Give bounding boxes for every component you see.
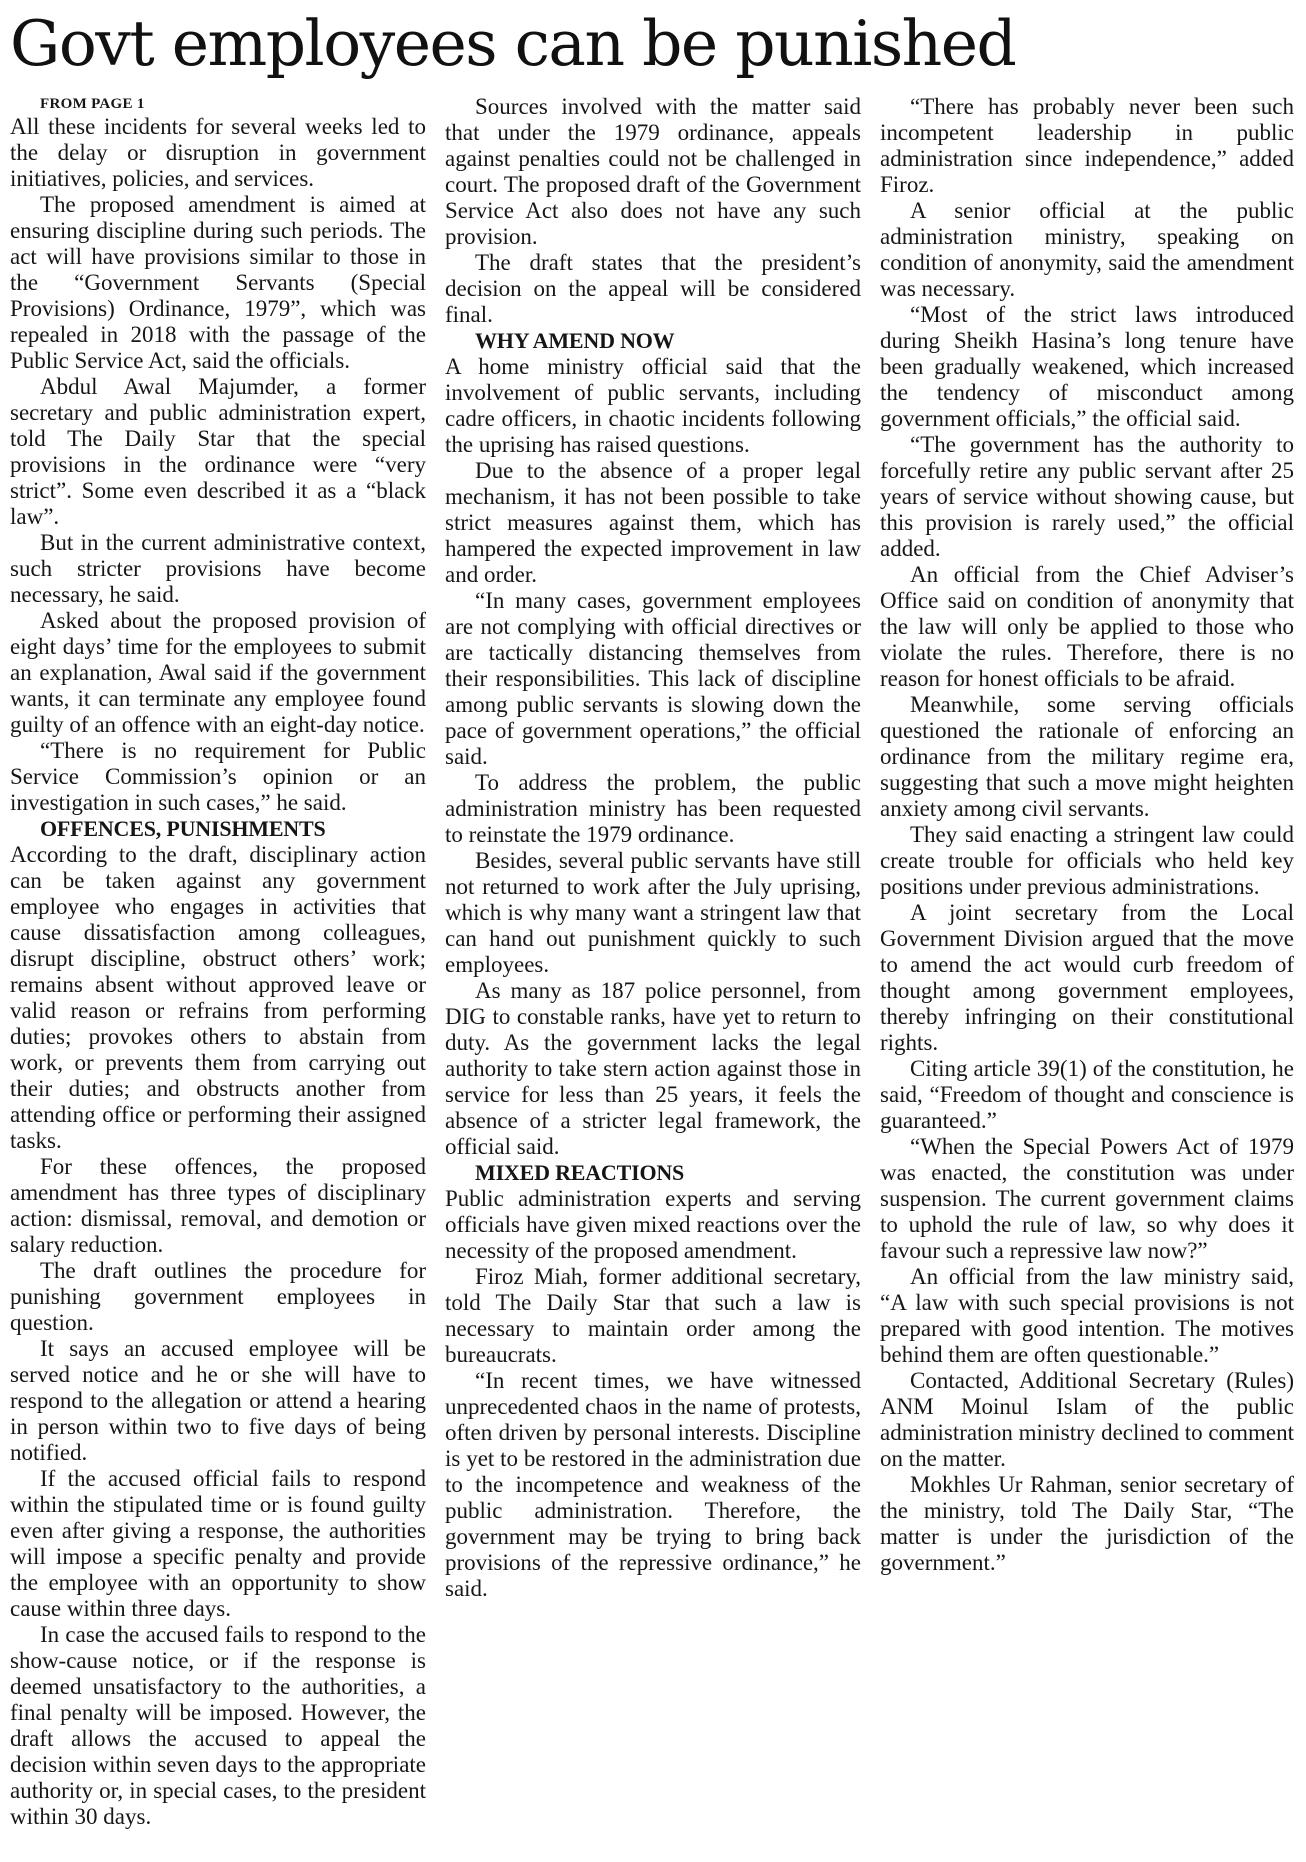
paragraph: Sources involved with the matter said that under the 1979 ordinance, appeals against penalties could not be challenged in court. The proposed draft of the Government Service Act also does not have any such provision.: [445, 94, 861, 249]
paragraph: A joint secretary from the Local Government Division argued that the move to amend the act would curb freedom of thought among government employees, thereby infringing on their constitutional rights.: [880, 900, 1294, 1055]
column-1: [10, 94, 426, 1860]
paragraph: “There has probably never been such incompetent leadership in public administration since independence,” added Firoz.: [880, 94, 1294, 197]
paragraph: “In recent times, we have witnessed unprecedented chaos in the name of protests, often driven by personal interests. Discipline is yet to be restored in the administration due to the incompetence and weakness of the public administration. Therefore, the government may be trying to bring back provisions of the repressive ordinance,” he said.: [445, 1368, 861, 1601]
paragraph: For these offences, the proposed amendment has three types of disciplinary action: dismissal, removal, and demotion or salary reduction.: [10, 1154, 426, 1257]
column-2: [445, 94, 861, 1860]
paragraph: Due to the absence of a proper legal mechanism, it has not been possible to take strict measures against them, which has hampered the expected improvement in law and order.: [445, 458, 861, 587]
paragraph: Besides, several public servants have still not returned to work after the July uprising, which is why many want a stringent law that can hand out punishment quickly to such employees.: [445, 848, 861, 977]
paragraph: A senior official at the public administration ministry, speaking on condition of anonymity, said the amendment was necessary.: [880, 198, 1294, 301]
paragraph: “When the Special Powers Act of 1979 was enacted, the constitution was under suspension. The current government claims to uphold the rule of law, so why does it favour such a repressive law now?”: [880, 1134, 1294, 1263]
paragraph: To address the problem, the public administration ministry has been requested to reinstate the 1979 ordinance.: [445, 770, 861, 847]
paragraph: The draft states that the president’s decision on the appeal will be considered final.: [445, 250, 861, 327]
paragraph: Asked about the proposed provision of eight days’ time for the employees to submit an explanation, Awal said if the government wants, it can terminate any employee found guilty of an offence with an eight-day notice.: [10, 608, 426, 737]
paragraph: Firoz Miah, former additional secretary, told The Daily Star that such a law is necessary to maintain order among the bureaucrats.: [445, 1264, 861, 1367]
paragraph: “There is no requirement for Public Service Commission’s opinion or an investigation in such cases,” he said.: [10, 738, 426, 815]
paragraph: An official from the law ministry said, “A law with such special provisions is not prepared with good intention. The motives behind them are often questionable.”: [880, 1264, 1294, 1367]
paragraph: Citing article 39(1) of the constitution, he said, “Freedom of thought and conscience is guaranteed.”: [880, 1056, 1294, 1133]
paragraph: Meanwhile, some serving officials questioned the rationale of enforcing an ordinance from the military regime era, suggesting that such a move might heighten anxiety among civil servants.: [880, 692, 1294, 821]
subhead-why-amend-now: WHY AMEND NOW: [475, 328, 675, 353]
paragraph: A home ministry official said that the involvement of public servants, including cadre officers, in chaotic incidents following the uprising has raised questions.: [445, 354, 861, 457]
paragraph: According to the draft, disciplinary action can be taken against any government employee who engages in activities that cause dissatisfaction among colleagues, disrupt discipline, obstruct others’ work; remains absent without approved leave or valid reason or refrains from performing duties; provokes others to abstain from work, or prevents them from carrying out their duties; and obstructs another from attending office or performing their assigned tasks.: [10, 842, 426, 1153]
paragraph: All these incidents for several weeks led to the delay or disruption in government initiatives, policies, and services.: [10, 114, 426, 191]
paragraph: They said enacting a stringent law could create trouble for officials who held key positions under previous administrations.: [880, 822, 1294, 899]
paragraph: It says an accused employee will be served notice and he or she will have to respond to the allegation or attend a hearing in person within two to five days of being notified.: [10, 1336, 426, 1465]
kicker: FROM PAGE 1: [40, 96, 145, 112]
paragraph: Contacted, Additional Secretary (Rules) ANM Moinul Islam of the public administration ministry declined to comment on the matter.: [880, 1368, 1294, 1471]
paragraph: As many as 187 police personnel, from DIG to constable ranks, have yet to return to duty. As the government lacks the legal authority to take stern action against those in service for less than 25 years, it feels the absence of a stricter legal framework, the official said.: [445, 978, 861, 1159]
paragraph: If the accused official fails to respond within the stipulated time or is found guilty even after giving a response, the authorities will impose a specific penalty and provide the employee with an opportunity to show cause within three days.: [10, 1466, 426, 1621]
headline: Govt employees can be punished: [10, 7, 1016, 80]
paragraph: Mokhles Ur Rahman, senior secretary of the ministry, told The Daily Star, “The matter is under the jurisdiction of the government.”: [880, 1472, 1294, 1575]
paragraph: But in the current administrative context, such stricter provisions have become necessary, he said.: [10, 530, 426, 607]
paragraph: The draft outlines the procedure for punishing government employees in question.: [10, 1258, 426, 1335]
paragraph: “Most of the strict laws introduced during Sheikh Hasina’s long tenure have been gradually weakened, which increased the tendency of misconduct among government officials,” the official said.: [880, 302, 1294, 431]
paragraph: “In many cases, government employees are not complying with official directives or are tactically distancing themselves from their responsibilities. This lack of discipline among public servants is slowing down the pace of government operations,” the official said.: [445, 588, 861, 769]
paragraph: Abdul Awal Majumder, a former secretary and public administration expert, told The Daily Star that the special provisions in the ordinance were “very strict”. Some even described it as a “black law”.: [10, 374, 426, 529]
column-3: [880, 94, 1294, 1860]
subhead-offences: OFFENCES, PUNISHMENTS: [40, 816, 326, 841]
paragraph: In case the accused fails to respond to the show-cause notice, or if the response is deemed unsatisfactory to the authorities, a final penalty will be imposed. However, the draft allows the accused to appeal the decision within seven days to the appropriate authority or, in special cases, to the president within 30 days.: [10, 1622, 426, 1829]
paragraph: The proposed amendment is aimed at ensuring discipline during such periods. The act will have provisions similar to those in the “Government Servants (Special Provisions) Ordinance, 1979”, which was repealed in 2018 with the passage of the Public Service Act, said the officials.: [10, 192, 426, 373]
paragraph: An official from the Chief Adviser’s Office said on condition of anonymity that the law will only be applied to those who violate the rules. Therefore, there is no reason for honest officials to be afraid.: [880, 562, 1294, 691]
paragraph: Public administration experts and serving officials have given mixed reactions over the necessity of the proposed amendment.: [445, 1186, 861, 1263]
subhead-mixed-reactions: MIXED REACTIONS: [475, 1160, 685, 1185]
paragraph: “The government has the authority to forcefully retire any public servant after 25 years of service without showing cause, but this provision is rarely used,” the official added.: [880, 432, 1294, 561]
